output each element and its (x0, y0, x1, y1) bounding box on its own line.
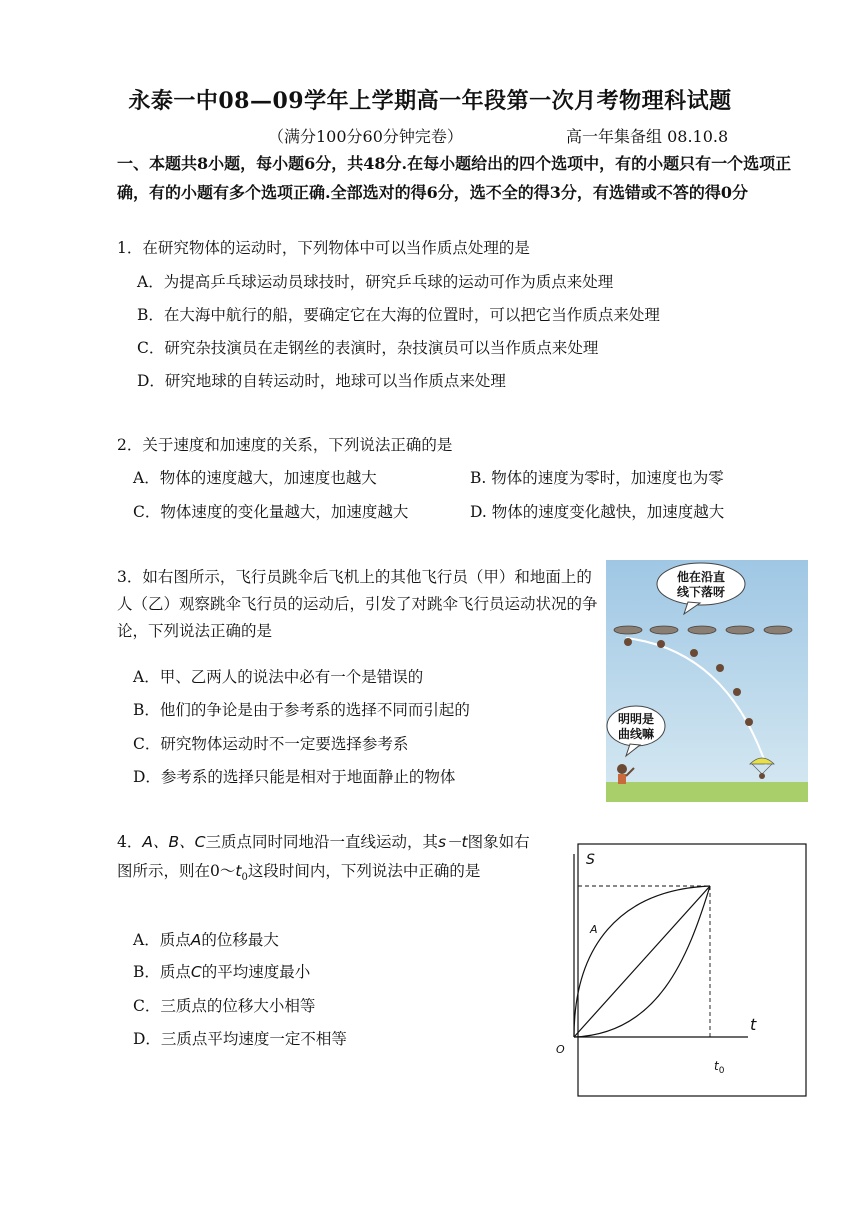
q1-option-b: B．在大海中航行的船，要确定它在大海的位置时，可以把它当作质点来处理 (137, 306, 660, 324)
bubble-top-line1: 他在沿直 (676, 570, 726, 584)
axis-label-s: S (586, 852, 595, 868)
q4-option-a: A．质点A的位移最大 (133, 931, 279, 949)
page-title: 永泰一中08—09学年上学期高一年段第一次月考物理科试题 (128, 88, 732, 114)
q1-option-d: D．研究地球的自转运动时，地球可以当作质点来处理 (137, 372, 506, 390)
line-b (574, 886, 710, 1037)
q2-option-d: D. 物体的速度变化越快，加速度越大 (470, 503, 725, 521)
q2-stem: 2．关于速度和加速度的关系，下列说法正确的是 (117, 436, 453, 454)
q4-option-c: C．三质点的位移大小相等 (133, 997, 316, 1015)
t0-label: $t_0$ (714, 1059, 725, 1076)
q3-option-a: A．甲、乙两人的说法中必有一个是错误的 (133, 668, 424, 686)
q1-stem: 1．在研究物体的运动时，下列物体中可以当作质点处理的是 (117, 239, 530, 257)
q3-option-b: B．他们的争论是由于参考系的选择不同而引起的 (133, 701, 470, 719)
q4-option-d: D．三质点平均速度一定不相等 (133, 1030, 347, 1048)
skydiver-cartoon (606, 560, 808, 802)
q1-option-a: A．为提高乒乓球运动员球技时，研究乒乓球的运动可作为质点来处理 (137, 273, 614, 291)
bubble-top-line2: 线下落呀 (676, 585, 726, 599)
q4-stem: 4．A、B、C三质点同时同地沿一直线运动，其s－t图象如右图所示，则在$0\sim t_0$这段时间内，下列说法中正确的是 (117, 833, 530, 884)
q2-option-a: A．物体的速度越大，加速度也越大 (133, 469, 377, 487)
exam-group-date: 高一年集备组 08.10.8 (566, 127, 729, 146)
origin-label: O (556, 1043, 565, 1056)
exam-subtitle: （满分100分60分钟完卷） (268, 127, 463, 146)
bubble-bottom-line2: 曲线嘛 (617, 727, 655, 741)
bubble-bottom-line1: 明明是 (617, 712, 655, 726)
q2-option-b: B. 物体的速度为零时，加速度也为零 (470, 469, 724, 487)
q1-option-c: C．研究杂技演员在走钢丝的表演时，杂技演员可以当作质点来处理 (137, 339, 599, 357)
s-t-graph (548, 838, 808, 1100)
curve-a-label: A (590, 923, 598, 936)
graph-frame (578, 844, 806, 1096)
q3-option-c: C．研究物体运动时不一定要选择参考系 (133, 735, 409, 753)
q2-option-c: C．物体速度的变化量越大，加速度越大 (133, 503, 409, 521)
q3-option-d: D．参考系的选择只能是相对于地面静止的物体 (133, 768, 456, 786)
q4-option-b: B．质点C的平均速度最小 (133, 963, 311, 981)
q3-stem: 3．如右图所示，飞行员跳伞后飞机上的其他飞行员（甲）和地面上的人（乙）观察跳伞飞行员的运动后，引发了对跳伞飞行员运动状况的争论，下列说法正确的是 (117, 568, 598, 640)
axis-label-t: t (750, 1015, 757, 1034)
section-instructions: 一、本题共8小题，每小题6分，共48分.在每小题给出的四个选项中，有的小题只有一个选项正确，有的小题有多个选项正确.全部选对的得6分，选不全的得3分，有选错或不答的得0分 (117, 154, 792, 202)
